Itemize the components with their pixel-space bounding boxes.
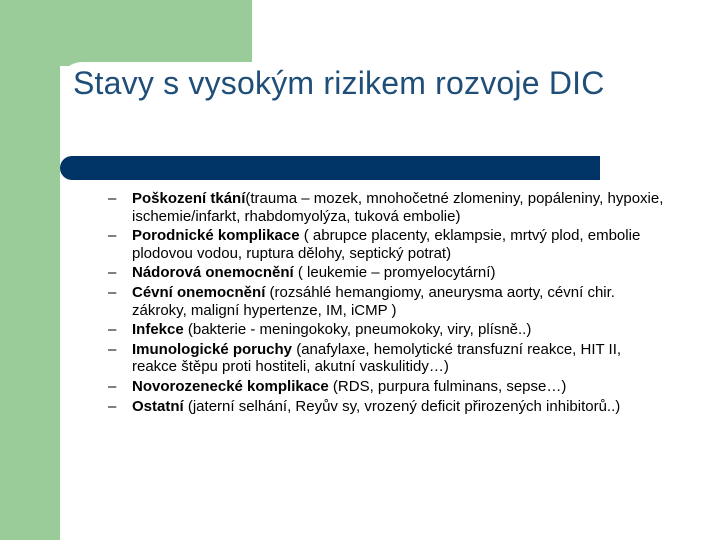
bullet-dash: – <box>108 227 117 245</box>
item-heading: Infekce <box>132 321 184 339</box>
item-detail: (RDS, purpura fulminans, sepse…) <box>328 377 567 395</box>
item-detail: (rozsáhlé hemangiomy, aneurysma aorty, cévní chir. zákroky, maligní hypertenze, IM, iCMP ) <box>132 283 615 319</box>
list-item <box>108 284 668 319</box>
item-detail: (jaterní selhání, Reyův sy, vrozený deficit přirozených inhibitorů..) <box>183 397 621 415</box>
item-heading: Ostatní <box>132 397 184 415</box>
bullet-dash: – <box>108 283 117 301</box>
item-detail: (trauma – mozek, mnohočetné zlomeniny, popáleniny, hypoxie, ischemie/infarkt, rhabdomyolýza, tuková embolie) <box>132 190 664 225</box>
item-detail: (bakterie - meningokoky, pneumokoky, viry, plísně..) <box>183 321 532 339</box>
list-item <box>108 264 668 282</box>
item-heading: Nádorová onemocnění <box>132 264 294 282</box>
list-item <box>108 398 668 416</box>
bullet-dash: – <box>108 264 117 282</box>
item-detail: ( leukemie – promyelocytární) <box>293 264 496 282</box>
bullet-dash: – <box>108 321 117 339</box>
list-item <box>108 341 668 376</box>
list-item <box>108 190 668 225</box>
item-heading: Imunologické poruchy <box>132 340 293 358</box>
item-heading: Cévní onemocnění <box>132 283 266 301</box>
slide-title: Stavy s vysokým rizikem rozvoje DIC <box>73 65 605 101</box>
list-item <box>108 378 668 396</box>
list-item <box>108 227 668 262</box>
title-divider-bar <box>60 156 600 180</box>
item-heading: Novorozenecké komplikace <box>132 377 329 395</box>
risk-list <box>108 190 668 417</box>
item-heading: Porodnické komplikace <box>132 227 300 245</box>
item-heading: Poškození tkání <box>132 190 246 207</box>
decorative-green-sidebar <box>0 0 60 540</box>
list-item <box>108 321 668 339</box>
item-detail: (anafylaxe, hemolytické transfuzní reakce, HIT II, reakce štěpu proti hostiteli, akutní vaskulitidy…) <box>132 340 622 376</box>
item-detail: ( abrupce placenty, eklampsie, mrtvý plod, embolie plodovou vodou, ruptura dělohy, septický potrat) <box>132 227 641 262</box>
bullet-dash: – <box>108 377 117 395</box>
bullet-dash: – <box>108 397 117 415</box>
bullet-dash: – <box>108 190 117 207</box>
bullet-dash: – <box>108 340 117 358</box>
